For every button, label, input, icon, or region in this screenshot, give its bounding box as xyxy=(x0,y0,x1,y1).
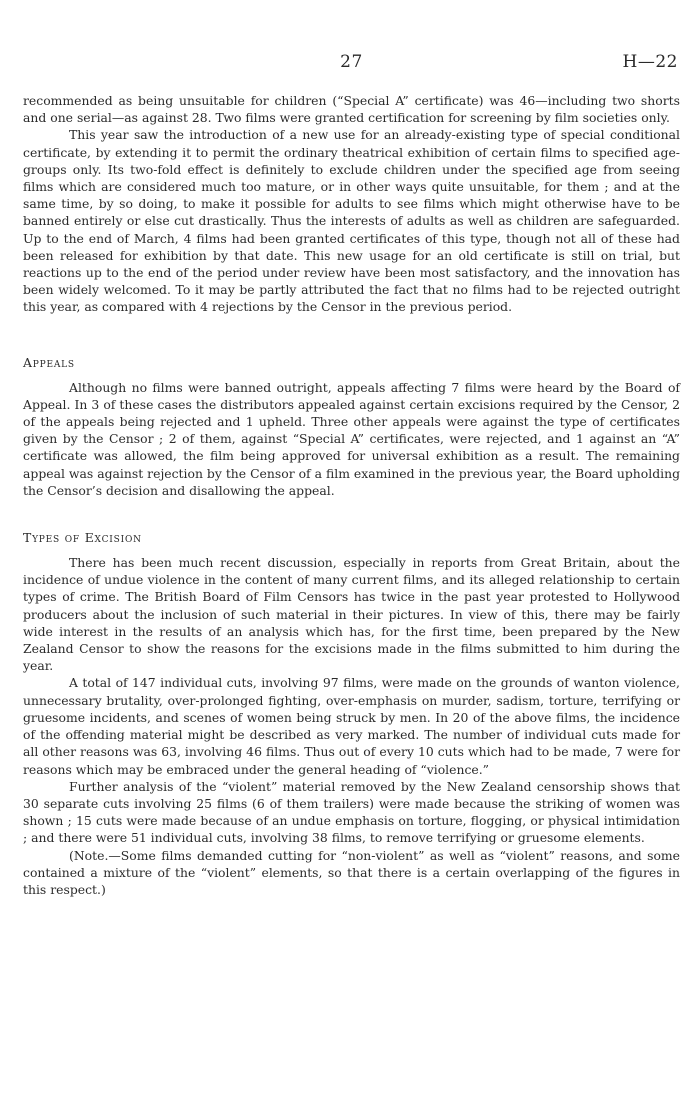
page-header xyxy=(23,52,680,92)
paragraph-note: (Note.—Some films demanded cutting for “non-violent” as well as “violent” reasons, and some contained a mixture of the “violent” elements, so that there is a certain overlapping of the figures in this respect.) xyxy=(23,847,680,897)
section-heading-types-of-excision: Types of Excision xyxy=(23,530,142,546)
paragraph-special-certificate: This year saw the introduction of a new use for an already-existing type of special conditional certificate, by extending it to permit the ordinary theatrical exhibition of certain films to specified age-groups only. Its two-fold effect is definitely to exclude children under the specified age from seeing films which are considered much too mature, or in other ways quite unsuitable, for them ; and at the same time, by so doing, to make it possible for adults to see films which might otherwise have to be banned entirely or else cut drastically. Thus the interests of adults as well as children are safeguarded. Up to the end of March, 4 films had been granted certificates of this type, though not all of these had been released for exhibition by that date. This new usage for an old certificate is still on trial, but reactions up to the end of the period under review have been most satisfactory, and the innovation has been widely welcomed. To it may be partly attributed the fact that no films had to be rejected outright this year, as compared with 4 rejections by the Censor in the previous period. xyxy=(23,127,680,315)
paragraph-cut-totals: A total of 147 individual cuts, involving 97 films, were made on the grounds of wanton violence, unnecessary brutality, over-prolonged fighting, over-emphasis on murder, sadism, torture, terrifying or gruesome incidents, and scenes of women being struck by men. In 20 of the above films, the incidence of the offending material might be described as very marked. The number of individual cuts made for all other reasons was 63, involving 46 films. Thus out of every 10 cuts which had to be made, 7 were for reasons which may be embraced under the general heading of “violence.” xyxy=(23,675,680,777)
paragraph-appeals: Although no films were banned outright, appeals affecting 7 films were heard by the Board of Appeal. In 3 of these cases the distributors appealed against certain excisions required by the Censor, 2 of the appeals being rejected and 1 upheld. Three other appeals were against the type of certificates given by the Censor ; 2 of them, against “Special A” certificates, were rejected, and 1 against an “A” certificate was allowed, the film being approved for universal exhibition as a result. The remaining appeal was against rejection by the Censor of a film examined in the previous year, the Board upholding the Censor’s decision and disallowing the appeal. xyxy=(23,379,680,498)
paragraph-further-analysis: Further analysis of the “violent” material removed by the New Zealand censorship shows that 30 separate cuts involving 25 films (6 of them trailers) were made because the striking of women was shown ; 15 cuts were made because of an undue emphasis on torture, flogging, or physical intimidation ; and there were 51 individual cuts, involving 38 films, to remove terrifying or gruesome elements. xyxy=(23,778,680,846)
document-reference: H—22 xyxy=(622,52,678,72)
paragraph-violence-discussion: There has been much recent discussion, especially in reports from Great Britain, about the incidence of undue violence in the content of many current films, and its alleged relationship to certain types of crime. The British Board of Film Censors has twice in the past year protested to Hollywood producers about the inclusion of such material in their pictures. In view of this, there may be fairly wide interest in the results of an analysis which has, for the first time, been prepared by the New Zealand Censor to show the reasons for the excisions made in the films submitted to him during the year. xyxy=(23,555,680,674)
section-heading-appeals: Appeals xyxy=(23,354,75,370)
page-number: 27 xyxy=(340,52,363,72)
paragraph-continued: recommended as being unsuitable for children (“Special A” certificate) was 46—including two shorts and one serial—as against 28. Two films were granted certification for screening by film societies only. xyxy=(23,93,680,126)
